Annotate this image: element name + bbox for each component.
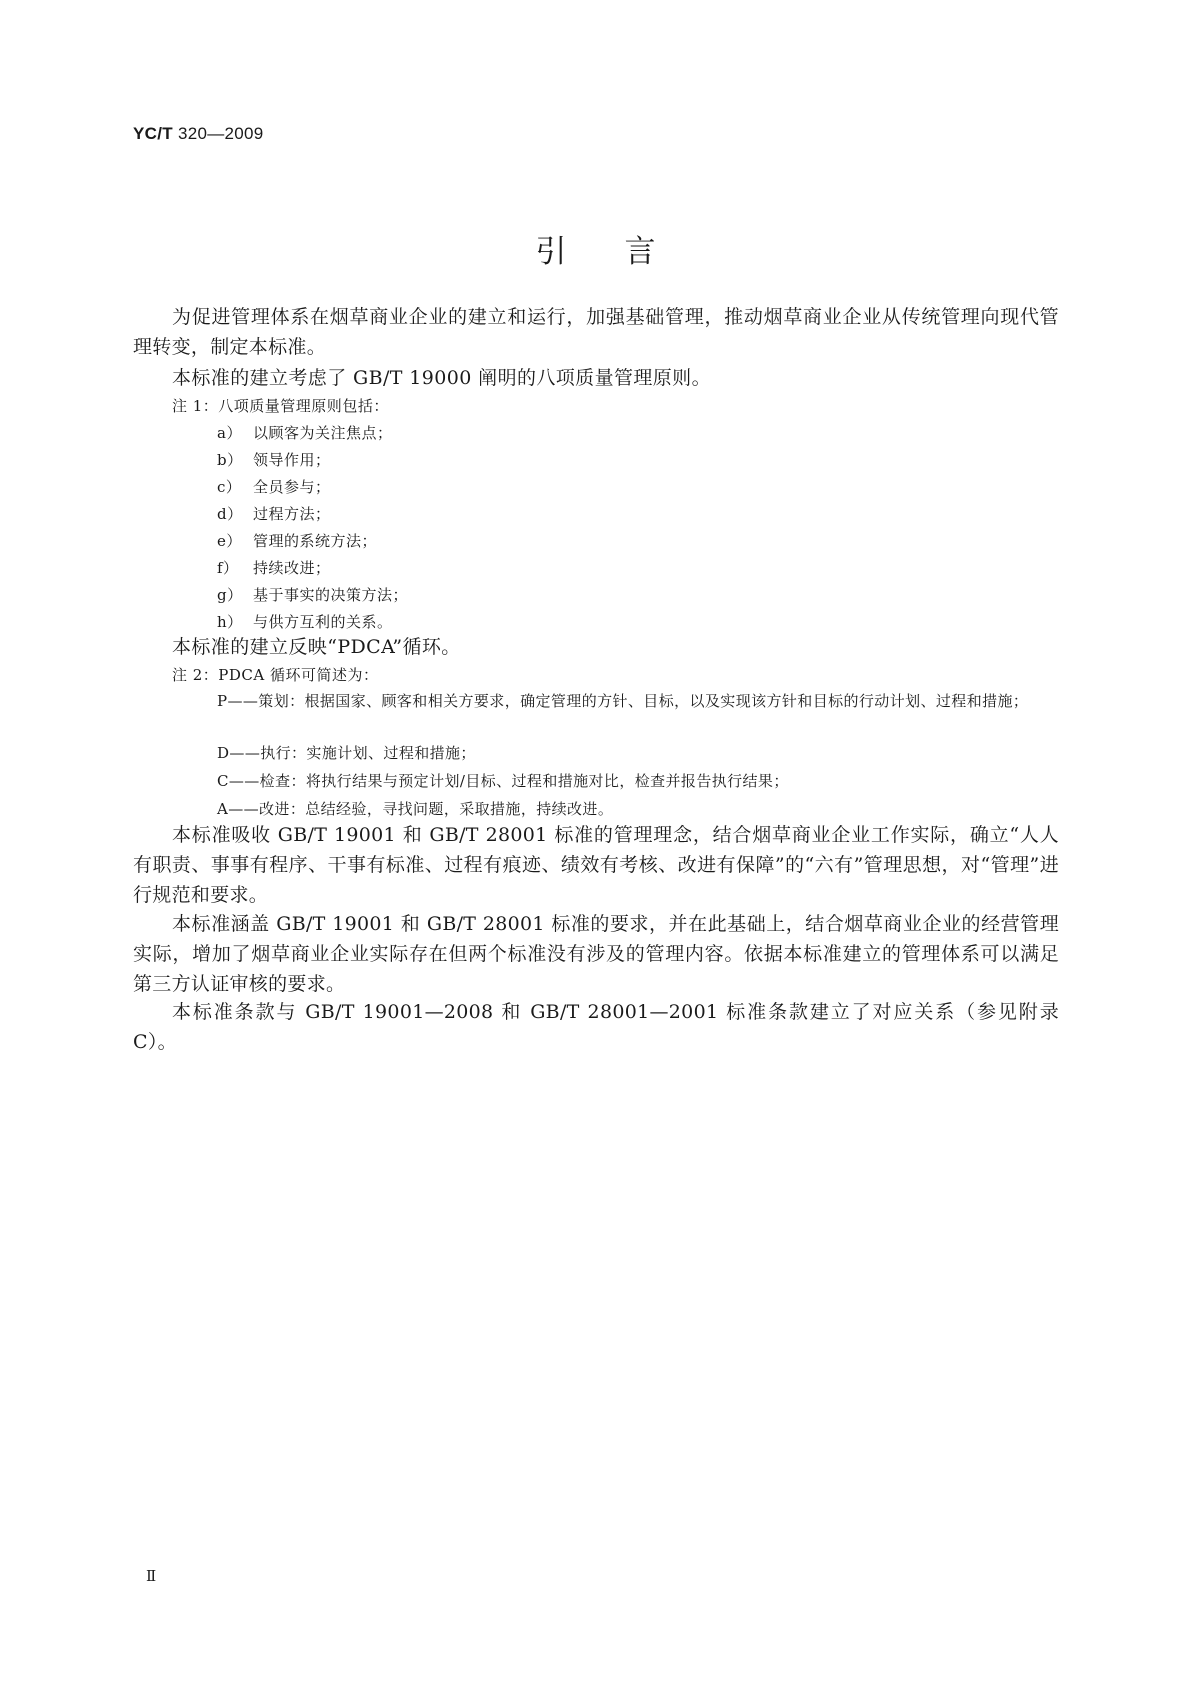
standard-code: YC/T [133,124,173,143]
note-1-item [217,503,331,525]
list-marker: h） [217,613,243,631]
paragraph-3: 本标准的建立反映“PDCA”循环。 [172,636,461,658]
document-header [133,124,264,144]
note-2-title: 注 2：PDCA 循环可简述为： [172,666,379,684]
list-item-text: 与供方互利的关系。 [253,613,393,631]
paragraph-1: 为促进管理体系在烟草商业企业的建立和运行，加强基础管理，推动烟草商业企业从传统管理向现代管理转变，制定本标准。 [133,306,1059,358]
list-item-text: 管理的系统方法； [253,532,378,550]
list-marker: e） [217,532,242,550]
list-marker: c） [217,478,242,496]
list-item-text: 领导作用； [253,451,331,469]
list-item-text: 以顾客为关注焦点； [253,424,393,442]
pdca-item-check: C——检查：将执行结果与预定计划/目标、过程和措施对比，检查并报告执行结果； [217,772,789,790]
list-marker: a） [217,424,242,442]
note-1-item [217,449,331,471]
list-item-text: 基于事实的决策方法； [253,586,409,604]
paragraph-6: 本标准条款与 GB/T 19001—2008 和 GB/T 28001—2001 标准条款建立了对应关系（参见附录 C）。 [133,1001,1059,1053]
pdca-item-plan: P——策划：根据国家、顾客和相关方要求，确定管理的方针、目标，以及实现该方针和目标的行动计划、过程和措施； [217,692,1029,710]
note-1-item [217,476,331,498]
standard-number: 320—2009 [177,124,264,143]
pdca-item-act: A——改进：总结经验，寻找问题，采取措施，持续改进。 [217,800,614,818]
note-1-item [217,584,408,606]
list-item-text: 全员参与； [253,478,331,496]
list-marker: g） [217,586,243,604]
note-1-item [217,611,393,633]
paragraph-5: 本标准涵盖 GB/T 19001 和 GB/T 28001 标准的要求，并在此基础上，结合烟草商业企业的经营管理实际，增加了烟草商业企业实际存在但两个标准没有涉及的管理内容。依据本标准建立的管理体系可以满足第三方认证审核的要求。 [133,913,1059,995]
page-number: Ⅱ [146,1567,157,1585]
note-1-item [217,530,377,552]
note-1-item [217,422,393,444]
list-marker: b） [217,451,243,469]
pdca-item-do: D——执行：实施计划、过程和措施； [217,744,476,762]
list-item-text: 过程方法； [253,505,331,523]
list-marker: d） [217,505,243,523]
page-title: 引言 [535,234,714,270]
list-item-text: 持续改进； [253,559,331,577]
paragraph-4: 本标准吸收 GB/T 19001 和 GB/T 28001 标准的管理理念，结合烟草商业企业工作实际，确立“人人有职责、事事有程序、干事有标准、过程有痕迹、绩效有考核、改进有保障”的“六有”管理思想，对“管理”进行规范和要求。 [133,824,1059,906]
list-marker: f） [217,559,239,577]
paragraph-2: 本标准的建立考虑了 GB/T 19000 阐明的八项质量管理原则。 [172,367,711,389]
note-1-item [217,557,331,579]
note-1-title: 注 1：八项质量管理原则包括： [172,397,389,415]
